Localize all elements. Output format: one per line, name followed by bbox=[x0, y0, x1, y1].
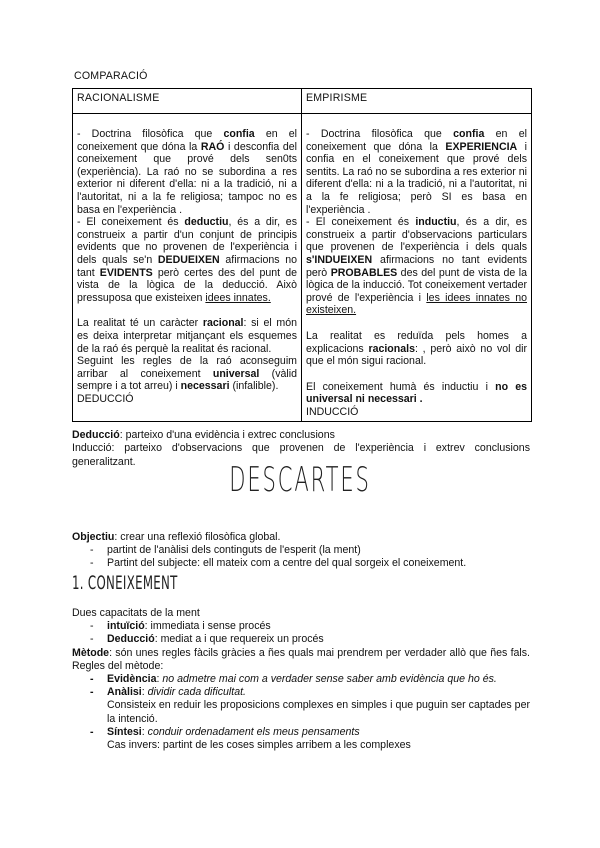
empirisme-cell bbox=[302, 114, 532, 422]
page-title: DESCARTES bbox=[229, 460, 371, 500]
empirisme-paragraph-1: - Doctrina filosòfica que confia en el coneixement que dóna la EXPERIENCIA i confia en el coneixement que prové dels sentits. La raó no se subordina a res exterior ni diferent d'ella: ni a la tradició, ni a l'autoritat, ni a la fe religiosa; però SI es basa en l'experiència . bbox=[306, 128, 528, 216]
list-item: - Deducció: mediat a i que requereix un procés bbox=[72, 633, 530, 646]
list-item: - Partint del subjecte: ell mateix com a centre del qual sorgeix el coneixement. bbox=[72, 557, 530, 570]
racionalisme-footer: DEDUCCIÓ bbox=[77, 392, 134, 405]
racionalisme-paragraph-1: - Doctrina filosòfica que confia en el coneixement que dóna la RAÓ i desconfia del coneixement que prové dels sen0ts (experiència). La raó no se subordina a res exterior ni diferent d'ella: ni a la tradició, ni a l'autoritat, ni a la fe religiosa; tampoc no es basa en l'experiència . bbox=[77, 128, 298, 216]
metode-paragraph: Mètode: són unes regles fàcils gràcies a ñes quals mai prendrem per verdader allò que ñes fals. Regles del mètode: bbox=[72, 646, 530, 672]
racionalisme-cell bbox=[73, 114, 302, 422]
empirisme-paragraph-2: - El coneixement és inductiu, és a dir, es construeix a partir d'observacions particulars que provenen de l'experiència i dels quals s'INDUEIXEN afirmacions no tant evidents però PROBABLES des del punt de vista de la lògica de la inducció. Tot coneixement vertader prové de l'experiència i les idees innates no existeixen. bbox=[306, 216, 527, 317]
column-header-racionalisme: RACIONALISME bbox=[73, 89, 302, 114]
list-item: - Síntesi: conduir ordenadament els meus pensaments Cas invers: partint de les coses simples arribem a les complexes bbox=[72, 726, 530, 752]
section-label: COMPARACIÓ bbox=[74, 70, 148, 82]
racionalisme-paragraph-3: La realitat té un caràcter racional: si el món es deixa interpretar mitjançant els esquemes de la raó és perquè la realitat és racional. bbox=[77, 317, 298, 355]
capacities-intro: Dues capacitats de la ment bbox=[72, 607, 200, 619]
section-heading: 1. CONEIXEMENT bbox=[72, 572, 178, 594]
objectiu-list bbox=[72, 544, 530, 570]
definition-deduccio: Deducció: parteixo d'una evidència i extrec conclusions bbox=[72, 429, 335, 441]
empirisme-footer: INDUCCIÓ bbox=[306, 405, 359, 418]
column-header-empirisme: EMPIRISME bbox=[302, 89, 532, 114]
capacities-list bbox=[72, 620, 530, 646]
comparison-table bbox=[72, 88, 532, 422]
empirisme-paragraph-4: El coneixement humà és inductiu i no es universal ni necessari . bbox=[306, 380, 528, 406]
empirisme-paragraph-3: La realitat es reduïda pels homes a explicacions racionals: , però això no vol dir que el món sigui racional. bbox=[306, 329, 527, 368]
coneixement-section bbox=[72, 607, 530, 752]
objectiu-line: Objectiu: crear una reflexió filosòfica global. bbox=[72, 531, 281, 543]
objectiu-block bbox=[72, 531, 530, 571]
rules-list bbox=[72, 673, 530, 752]
list-item: - intuïció: immediata i sense procés bbox=[72, 620, 530, 633]
definition-induccio: Inducció: parteixo d'observacions que provenen de l'experiència i extrev conclusions generalitzant. bbox=[72, 442, 530, 468]
racionalisme-paragraph-2: - El coneixement és deductiu, és a dir, es construeix a partir d'un conjunt de principis evidents que no provenen de l'experiència i dels quals se'n DEDUEIXEN afirmacions no tant EVIDENTS però certes des del punt de vista de la lògica de la deducció. Això pressuposa que existeixen idees innates. bbox=[77, 216, 297, 304]
racionalisme-paragraph-4: Seguint les regles de la raó aconseguim arribar al coneixement universal (vàlid sempre i a tot arreu) i necessari (infalible). bbox=[77, 355, 297, 393]
list-item: - partint de l'anàlisi dels continguts de l'esperit (la ment) bbox=[72, 544, 530, 557]
list-item: - Evidència: no admetre mai com a verdader sense saber amb evidència que ho és. bbox=[72, 673, 530, 686]
list-item: - Anàlisi: dividir cada dificultat. Consisteix en reduir les proposicions complexes en simples i que puguin ser captades per la intenció. bbox=[72, 686, 530, 726]
